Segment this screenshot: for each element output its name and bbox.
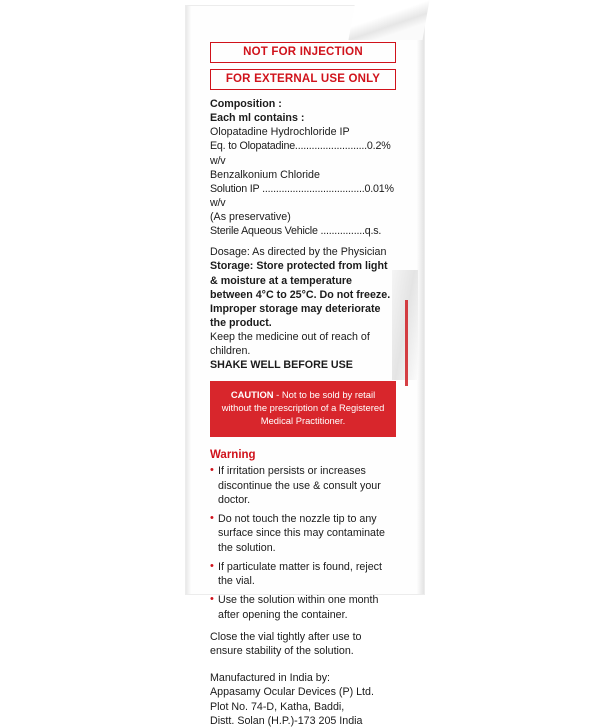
caution-box xyxy=(210,381,396,437)
warning-list xyxy=(210,464,396,621)
manufacturer-line-2: Plot No. 74-D, Katha, Baddi, xyxy=(210,700,345,713)
warning-item: • If irritation persists or increases discontinue the use & consult your doctor. xyxy=(210,464,396,507)
warning-item: • Use the solution within one month after opening the container. xyxy=(210,593,396,621)
composition-line-4: Solution IP .....................................0.01% w/v xyxy=(210,182,394,209)
manufacturer-line-3: Distt. Solan (H.P.)-173 205 India xyxy=(210,714,363,727)
label-content xyxy=(210,42,396,728)
composition-subheading: Each ml contains : xyxy=(210,112,305,125)
composition-line-1: Olopatadine Hydrochloride IP xyxy=(210,126,350,139)
composition-line-5: (As preservative) xyxy=(210,211,291,223)
composition-line-3: Benzalkonium Chloride xyxy=(210,168,320,181)
keep-out-of-reach-text: Keep the medicine out of reach of children. xyxy=(210,331,370,358)
manufacturer-line-1: Appasamy Ocular Devices (P) Ltd. xyxy=(210,686,374,699)
warning-item: • If particulate matter is found, reject the vial. xyxy=(210,560,396,588)
manufacturer-section xyxy=(210,671,396,728)
banner-for-external-use-only: FOR EXTERNAL USE ONLY xyxy=(210,69,396,90)
composition-heading: Composition : xyxy=(210,98,282,110)
medicine-carton-panel xyxy=(186,6,424,727)
dosage-text: Dosage: As directed by the Physician xyxy=(210,246,387,259)
closing-note-text: Close the vial tightly after use to ensure stability of the solution. xyxy=(210,630,362,658)
shake-well-text: SHAKE WELL BEFORE USE xyxy=(210,359,353,372)
composition-line-6: Sterile Aqueous Vehicle ................q.s. xyxy=(210,225,382,238)
warning-item: • Do not touch the nozzle tip to any surface since this may contaminate the solution. xyxy=(210,512,396,555)
composition-section xyxy=(210,97,396,238)
warning-title: Warning xyxy=(210,449,256,462)
caution-label: CAUTION xyxy=(230,389,274,401)
improper-storage-text: Improper storage may deteriorate the product. xyxy=(210,302,381,329)
storage-text: Storage: Store protected from light & moisture at a temperature between 4°C to 25°C. Do not freeze. xyxy=(210,260,391,301)
banner-not-for-injection: NOT FOR INJECTION xyxy=(210,42,396,63)
composition-line-2: Eq. to Olopatadine..........................0.2% w/v xyxy=(210,140,391,167)
caution-text: - Not to be sold by retail without the prescription of a Registered Medical Practitioner. xyxy=(221,389,385,426)
manufacturer-heading: Manufactured in India by: xyxy=(210,672,331,685)
